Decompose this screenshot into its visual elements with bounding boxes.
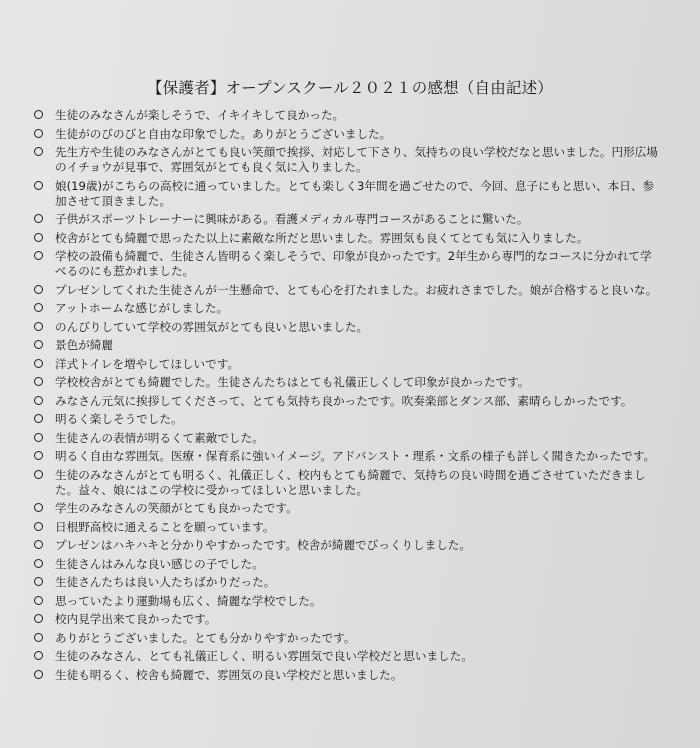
comment-text: 学校の設備も綺麗で、生徒さん皆明るく楽しそうで、印象が良かったです。2年生から専門的なコースに分かれて学べるのにも惹かれました。 <box>55 249 652 278</box>
comment-text: 明るく楽しそうでした。 <box>55 412 183 426</box>
circle-bullet-icon <box>34 377 49 386</box>
comment-text: みなさん元気に挨拶してくださって、とても気持ち良かったです。吹奏楽部とダンス部、素晴らしかったです。 <box>55 393 633 408</box>
circle-bullet-icon <box>34 251 49 260</box>
circle-bullet-icon <box>34 614 49 623</box>
comment-list <box>34 108 660 686</box>
comment-item <box>34 468 660 498</box>
comment-item <box>34 375 660 390</box>
comment-item <box>34 231 660 246</box>
comment-text: アットホームな感じがしました。 <box>55 301 229 315</box>
comment-text: プレゼンしてくれた生徒さんが一生懸命で、とても心を打たれました。お疲れさまでした。娘が合格すると良いな。 <box>55 282 658 297</box>
circle-bullet-icon <box>34 522 49 531</box>
comment-text: 校内見学出来て良かったです。 <box>55 612 217 626</box>
comment-item <box>34 575 660 590</box>
circle-bullet-icon <box>34 359 49 368</box>
comment-item <box>34 145 660 175</box>
comment-item <box>34 520 660 535</box>
comment-item <box>34 301 660 316</box>
document-title: 【保護者】オープンスクール２０２１の感想（自由記述） <box>146 79 554 97</box>
comment-text: 日根野高校に通えることを願っています。 <box>55 519 275 534</box>
circle-bullet-icon <box>34 322 49 331</box>
circle-bullet-icon <box>34 285 49 294</box>
comment-item <box>34 320 660 335</box>
comment-text: 思っていたより運動場も広く、綺麗な学校でした。 <box>55 593 322 608</box>
comment-text: 生徒さんたちは良い人たちばかりだった。 <box>55 575 276 589</box>
comment-text: 先生方や生徒のみなさんがとても良い笑顔で挨拶、対応して下さり、気持ちの良い学校だなと思いました。円形広場のイチョウが見事で、雰囲気がとても良く気に入りました。 <box>55 145 658 174</box>
comment-text: 生徒も明るく、校舎も綺麗で、雰囲気の良い学校だと思いました。 <box>55 667 403 682</box>
comment-item <box>34 449 660 464</box>
circle-bullet-icon <box>34 633 49 642</box>
circle-bullet-icon <box>34 214 49 223</box>
comment-text: 学校校舎がとても綺麗でした。生徒さんたちはとても礼儀正しくして印象が良かったです。 <box>55 375 530 389</box>
comment-text: 洋式トイレを増やしてほしいです。 <box>55 356 239 371</box>
circle-bullet-icon <box>34 577 49 586</box>
comment-text: 生徒のみなさん、とても礼儀正しく、明るい雰囲気で良い学校だと思いました。 <box>55 649 473 663</box>
comment-item <box>34 283 660 298</box>
circle-bullet-icon <box>34 670 49 679</box>
circle-bullet-icon <box>34 451 49 460</box>
circle-bullet-icon <box>34 129 49 138</box>
comment-item <box>34 212 660 227</box>
comment-item <box>34 501 660 516</box>
comment-item <box>34 557 660 572</box>
comment-text: ありがとうございました。とても分かりやすかったです。 <box>55 630 356 645</box>
comment-item <box>34 538 660 553</box>
comment-item <box>34 357 660 372</box>
circle-bullet-icon <box>34 147 49 156</box>
comment-item <box>34 249 660 279</box>
comment-item <box>34 338 660 353</box>
circle-bullet-icon <box>34 303 49 312</box>
comment-text: 生徒のみなさんが楽しそうで、イキイキして良かった。 <box>55 108 345 122</box>
comment-text: 娘(19歳)がこちらの高校に通っていました。とても楽しく3年間を過ごせたので、今回、息子にもと思い、本日、参加させて頂きました。 <box>55 178 655 208</box>
comment-item <box>34 649 660 664</box>
comment-text: 景色が綺麗 <box>55 338 113 352</box>
circle-bullet-icon <box>34 233 49 242</box>
comment-item <box>34 394 660 409</box>
circle-bullet-icon <box>34 181 49 190</box>
comment-item <box>34 179 660 209</box>
circle-bullet-icon <box>34 110 49 119</box>
comment-text: 校舎がとても綺麗で思ったた以上に素敵な所だと思いました。雰囲気も良くてとても気に入りました。 <box>55 230 589 245</box>
comment-item <box>34 594 660 609</box>
circle-bullet-icon <box>34 651 49 660</box>
circle-bullet-icon <box>34 596 49 605</box>
circle-bullet-icon <box>34 540 49 549</box>
comment-text: 生徒のみなさんがとても明るく、礼儀正しく、校内もとても綺麗で、気持ちの良い時間を過ごさせていただきました。益々、娘にはこの学校に受かってほしいと思いました。 <box>55 467 646 497</box>
circle-bullet-icon <box>34 503 49 512</box>
comment-text: 生徒がのびのびと自由な印象でした。ありがとうございました。 <box>55 126 392 141</box>
circle-bullet-icon <box>34 414 49 423</box>
circle-bullet-icon <box>34 559 49 568</box>
comment-text: 明るく自由な雰囲気。医療・保育系に強いイメージ。アドバンスト・理系・文系の様子も詳しく聞きたかったです。 <box>55 449 656 463</box>
circle-bullet-icon <box>34 396 49 405</box>
comment-text: 子供がスポーツトレーナーに興味がある。看護メディカル専門コースがあることに驚いた。 <box>55 212 529 226</box>
circle-bullet-icon <box>34 340 49 349</box>
comment-text: 学生のみなさんの笑顔がとても良かったです。 <box>55 501 298 515</box>
comment-item <box>34 431 660 446</box>
circle-bullet-icon <box>34 470 49 479</box>
comment-text: プレゼンはハキハキと分かりやすかったです。校舎が綺麗でびっくりしました。 <box>55 538 471 552</box>
comment-item <box>34 631 660 646</box>
comment-item <box>34 668 660 683</box>
comment-item <box>34 412 660 427</box>
comment-text: 生徒さんの表情が明るくて素敵でした。 <box>55 430 264 445</box>
comment-text: 生徒さんはみんな良い感じの子でした。 <box>55 556 264 571</box>
comment-item <box>34 127 660 142</box>
comment-item <box>34 108 660 123</box>
comment-text: のんびりしていて学校の雰囲気がとても良いと思いました。 <box>55 319 369 334</box>
comment-item <box>34 612 660 627</box>
circle-bullet-icon <box>34 433 49 442</box>
